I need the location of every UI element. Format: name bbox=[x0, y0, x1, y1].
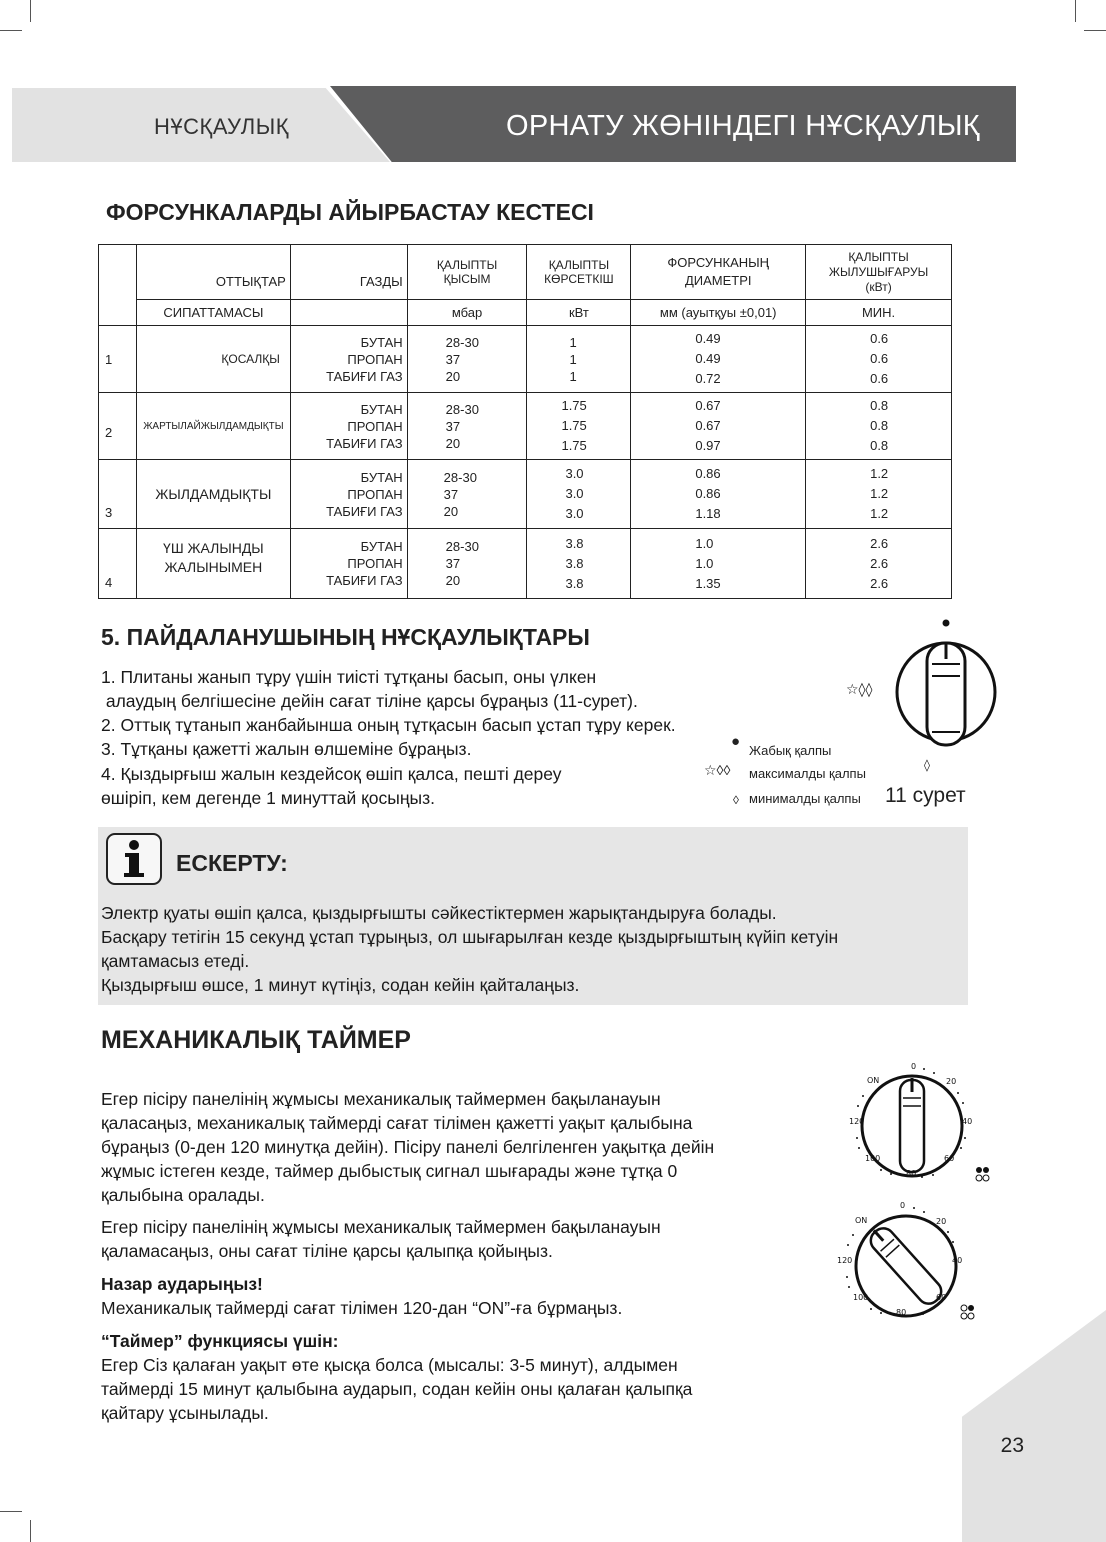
heat-value: 2.6 bbox=[870, 555, 889, 571]
power-value: 1.75 bbox=[561, 398, 587, 413]
burner-name: ҚОСАЛҚЫ bbox=[136, 326, 290, 393]
crop-mark bbox=[0, 30, 22, 31]
pressure-list bbox=[407, 529, 527, 599]
pressure-value: 20 bbox=[445, 573, 461, 588]
power-list bbox=[527, 393, 631, 460]
timer-para1-line: қалыбына оралады. bbox=[101, 1185, 265, 1205]
gas-type: БУТАН bbox=[360, 539, 403, 554]
instruction-line: алаудың белгішесіне дейін сағат тіліне қарсы бұраңыз (11-сурет). bbox=[101, 691, 638, 711]
dial-label-100: 100 bbox=[865, 1154, 881, 1163]
row-number: 1 bbox=[99, 326, 137, 393]
dial-label-on: ON bbox=[855, 1216, 868, 1225]
dial-label-120: 120 bbox=[849, 1117, 865, 1126]
dial-label-60: 60 bbox=[944, 1154, 955, 1163]
heat-value: 0.8 bbox=[870, 418, 889, 433]
pressure-list bbox=[407, 326, 527, 393]
dial-label-20: 20 bbox=[946, 1077, 957, 1086]
burner-name bbox=[136, 529, 290, 599]
diameter-value: 0.49 bbox=[695, 331, 721, 346]
dial-label-80: 80 bbox=[896, 1308, 907, 1317]
timer-para2-line: Егер пісіру панелінің жұмысы механикалық таймермен бақыланауын bbox=[101, 1217, 661, 1237]
timer-function-line: қайтару ұсынылады. bbox=[101, 1403, 269, 1423]
page-number: 23 bbox=[1000, 1434, 1024, 1457]
dial-label-60: 60 bbox=[936, 1293, 947, 1302]
subheader-diameter: мм (ауытқуы ±0,01) bbox=[631, 300, 806, 326]
pressure-value: 37 bbox=[445, 351, 461, 367]
burner-knob-figure bbox=[838, 612, 1008, 782]
info-glyph bbox=[108, 835, 160, 883]
power-value: 1 bbox=[569, 351, 577, 367]
pressure-value: 37 bbox=[443, 486, 459, 502]
header-diameter bbox=[631, 245, 806, 300]
header-burners: ОТТЫҚТАР bbox=[136, 245, 290, 300]
gas-type: ТАБИҒИ ГАЗ bbox=[326, 368, 403, 384]
header-power-line: ҚАЛЫПТЫ bbox=[548, 258, 610, 272]
table-header-row bbox=[99, 245, 952, 300]
diameter-value: 0.86 bbox=[695, 486, 721, 501]
gas-type: БУТАН bbox=[360, 334, 403, 350]
gas-list bbox=[290, 326, 407, 393]
power-value: 3.0 bbox=[565, 506, 584, 521]
dial-label-40: 40 bbox=[962, 1117, 973, 1126]
power-value: 3.0 bbox=[565, 486, 584, 501]
row-number: 2 bbox=[99, 393, 137, 460]
power-value: 3.8 bbox=[565, 575, 584, 591]
pressure-value: 28-30 bbox=[445, 401, 479, 417]
dial-label-40: 40 bbox=[952, 1256, 963, 1265]
diameter-list bbox=[631, 326, 806, 393]
diameter-list bbox=[631, 529, 806, 599]
diameter-value: 0.67 bbox=[695, 398, 721, 413]
diameter-value: 1.0 bbox=[695, 555, 714, 571]
timer-section-title: МЕХАНИКАЛЫҚ ТАЙМЕР bbox=[101, 1026, 411, 1054]
gas-type: ПРОПАН bbox=[347, 486, 403, 502]
note-title: Назар аударыңыз! bbox=[101, 1274, 263, 1294]
crop-mark bbox=[1075, 0, 1076, 22]
instruction-line: 2. Оттық тұтанып жанбайынша оның тұтқасын басып ұстап тұру керек. bbox=[101, 715, 676, 735]
pressure-value: 20 bbox=[443, 503, 459, 519]
warning-line: Қыздырғыш өшсе, 1 минут күтіңіз, содан кейін қайталаңыз. bbox=[101, 975, 580, 995]
heat-value: 0.6 bbox=[870, 351, 889, 366]
timer-function-line: таймерді 15 минут қалыбына аударып, содан кейін оны қалаған қалыпқа bbox=[101, 1379, 693, 1399]
table-row bbox=[99, 326, 952, 393]
diameter-value: 0.97 bbox=[695, 438, 721, 453]
pressure-list bbox=[407, 460, 527, 529]
diameter-value: 0.67 bbox=[695, 418, 721, 433]
gas-type: БУТАН bbox=[360, 401, 403, 417]
table-row bbox=[99, 529, 952, 599]
subheader-gas bbox=[290, 300, 407, 326]
header-heat-line: (кВт) bbox=[865, 279, 892, 294]
warning-title: ЕСКЕРТУ: bbox=[176, 850, 288, 876]
max-flame-icon: ☆◊◊ bbox=[846, 682, 873, 698]
table-title: ФОРСУНКАЛАРДЫ АЙЫРБАСТАУ КЕСТЕСІ bbox=[106, 199, 594, 225]
warning-line: Электр қуаты өшіп қалса, қыздырғышты сәйкестіктермен жарықтандыруға болады. bbox=[101, 903, 777, 923]
gas-type: ПРОПАН bbox=[347, 351, 403, 367]
note-text: Механикалық таймерді сағат тілімен 120-дан “ON”-ға бұрмаңыз. bbox=[101, 1298, 623, 1318]
row-number: 4 bbox=[99, 529, 137, 599]
table-row bbox=[99, 460, 952, 529]
heat-value: 0.8 bbox=[870, 398, 889, 413]
user-section-title: 5. ПАЙДАЛАНУШЫНЫҢ НҰСҚАУЛЫҚТАРЫ bbox=[101, 624, 590, 650]
figure-caption: 11 сурет bbox=[885, 784, 966, 807]
burner-name-line: ЖАЛЫНЫМЕН bbox=[164, 559, 263, 575]
pressure-value: 28-30 bbox=[445, 539, 479, 554]
timer-para1-line: Егер пісіру панелінің жұмысы механикалық таймермен бақыланауын bbox=[101, 1089, 661, 1109]
subheader-burners: СИПАТТАМАСЫ bbox=[136, 300, 290, 326]
heat-value: 2.6 bbox=[870, 575, 889, 591]
warning-line: қамтамасыз етеді. bbox=[101, 951, 250, 971]
header-right-label: ОРНАТУ ЖӨНІНДЕГІ НҰСҚАУЛЫҚ bbox=[505, 110, 980, 142]
closed-position-dot bbox=[943, 620, 950, 627]
min-flame-icon: ◊ bbox=[924, 758, 930, 772]
timer-para1-line: бұраңыз (0-ден 120 минутқа дейін). Пісіру панелі белгіленген уақытқа дейін bbox=[101, 1137, 715, 1157]
warning-line: Басқару тетігін 15 секунд ұстап тұрыңыз, ол шығарылған кезде қыздырғыштың күйіп кетуін bbox=[101, 927, 839, 947]
dial-label-0: 0 bbox=[911, 1062, 917, 1071]
power-value: 1 bbox=[569, 368, 577, 384]
instruction-line: 4. Қыздырғыш жалын кездейсоқ өшіп қалса, пешті дереу bbox=[101, 764, 562, 784]
legend-closed-dot: ● bbox=[731, 733, 741, 750]
injector-table bbox=[98, 244, 952, 599]
crop-mark bbox=[30, 1520, 31, 1542]
timer-dial-on bbox=[832, 1196, 1000, 1326]
subheader-heat: МИН. bbox=[806, 300, 952, 326]
instruction-line: өшіріп, кем дегенде 1 минуттай қосыңыз. bbox=[101, 788, 435, 808]
timer-para1-line: қаласаңыз, механикалық таймерді сағат тілімен қажетті уақыт қалыбына bbox=[101, 1113, 693, 1133]
row-number: 3 bbox=[99, 460, 137, 529]
diameter-list bbox=[631, 460, 806, 529]
instruction-line: 1. Плитаны жанып тұру үшін тиісті тұтқаны басып, оны үлкен bbox=[101, 667, 597, 687]
timer-para2-line: қаламасаңыз, оны сағат тіліне қарсы қалыпқа қойыңыз. bbox=[101, 1241, 553, 1261]
timer-function-title: “Таймер” функциясы үшін: bbox=[101, 1331, 339, 1351]
power-list bbox=[527, 460, 631, 529]
heat-value: 2.6 bbox=[870, 535, 889, 551]
power-value: 1 bbox=[569, 334, 577, 350]
crop-mark bbox=[0, 1511, 22, 1512]
heat-list bbox=[806, 460, 952, 529]
timer-function-line: Егер Сіз қалаған уақыт өте қысқа болса (мысалы: 3-5 минут), алдымен bbox=[101, 1355, 678, 1375]
burner-name: ЖАРТЫЛАЙЖЫЛДАМДЫҚТЫ bbox=[136, 393, 290, 460]
page-corner-decoration bbox=[962, 1310, 1106, 1542]
pressure-value: 20 bbox=[445, 368, 461, 384]
diameter-value: 0.49 bbox=[695, 351, 721, 366]
header-diameter-line: ДИАМЕТРІ bbox=[684, 273, 752, 288]
heat-value: 0.6 bbox=[870, 331, 889, 346]
gas-type: ПРОПАН bbox=[347, 418, 403, 434]
heat-value: 0.6 bbox=[870, 371, 889, 386]
gas-type: ТАБИҒИ ГАЗ bbox=[326, 573, 403, 588]
dial-label-0: 0 bbox=[900, 1201, 906, 1210]
legend-closed-label: Жабық қалпы bbox=[749, 743, 832, 758]
legend-max-label: максималды қалпы bbox=[749, 766, 866, 781]
pressure-value: 37 bbox=[445, 418, 461, 434]
dial-label-120: 120 bbox=[837, 1256, 853, 1265]
crop-mark bbox=[30, 0, 31, 22]
num-header-cell bbox=[99, 245, 137, 326]
header-heat-line: ҚАЛЫПТЫ bbox=[848, 249, 909, 264]
dial-label-on: ON bbox=[867, 1076, 880, 1085]
pressure-list bbox=[407, 393, 527, 460]
gas-list bbox=[290, 460, 407, 529]
gas-list bbox=[290, 529, 407, 599]
gas-type: ПРОПАН bbox=[347, 556, 403, 571]
pressure-value: 28-30 bbox=[445, 334, 479, 350]
dial-label-100: 100 bbox=[853, 1293, 869, 1302]
subheader-power: кВт bbox=[527, 300, 631, 326]
table-subheader-row bbox=[99, 300, 952, 326]
power-value: 3.0 bbox=[565, 466, 584, 481]
legend-max-icon: ☆◊◊ bbox=[704, 762, 731, 778]
power-value: 1.75 bbox=[561, 438, 587, 453]
diameter-list bbox=[631, 393, 806, 460]
heat-value: 1.2 bbox=[870, 466, 889, 481]
legend-min-label: минималды қалпы bbox=[749, 791, 861, 806]
timer-para1-line: жұмыс істеген кезде, таймер дыбыстық сигнал шығарады және тұтқа 0 bbox=[101, 1161, 678, 1181]
diameter-value: 1.0 bbox=[695, 535, 714, 551]
gas-type: ТАБИҒИ ГАЗ bbox=[326, 503, 403, 519]
instruction-line: 3. Тұтқаны қажетті жалын өлшеміне бұраңыз. bbox=[101, 739, 472, 759]
diameter-value: 1.35 bbox=[695, 575, 721, 591]
header-heat bbox=[806, 245, 952, 300]
gas-type: ТАБИҒИ ГАЗ bbox=[326, 435, 403, 451]
pressure-value: 20 bbox=[445, 435, 461, 451]
heat-value: 1.2 bbox=[870, 506, 889, 521]
power-value: 3.8 bbox=[565, 535, 584, 551]
heat-value: 1.2 bbox=[870, 486, 889, 501]
header-gas: ГАЗДЫ bbox=[290, 245, 407, 300]
dial-label-20: 20 bbox=[936, 1217, 947, 1226]
legend-min-icon: ◊ bbox=[733, 793, 739, 807]
power-list bbox=[527, 529, 631, 599]
header-left-label: НҰСҚАУЛЫҚ bbox=[154, 114, 290, 139]
header-power-line: КӨРСЕТКІШ bbox=[544, 272, 614, 286]
header-pressure bbox=[407, 245, 527, 300]
heat-value: 0.8 bbox=[870, 438, 889, 453]
gas-type: БУТАН bbox=[360, 469, 403, 485]
power-value: 3.8 bbox=[565, 555, 584, 571]
dial-label-80: 80 bbox=[906, 1169, 917, 1178]
header-power bbox=[527, 245, 631, 300]
heat-list bbox=[806, 529, 952, 599]
diameter-value: 1.18 bbox=[695, 506, 721, 521]
timer-dial-zero bbox=[840, 1058, 1000, 1188]
header-heat-line: ЖЫЛУШЫҒАРУЫ bbox=[828, 264, 929, 279]
power-list bbox=[527, 326, 631, 393]
header-diameter-line: ФОРСУНКАНЫҢ bbox=[667, 255, 770, 270]
heat-list bbox=[806, 393, 952, 460]
diameter-value: 0.72 bbox=[695, 371, 721, 386]
pressure-value: 37 bbox=[445, 556, 461, 571]
heat-list bbox=[806, 326, 952, 393]
crop-mark bbox=[1084, 30, 1106, 31]
table-row bbox=[99, 393, 952, 460]
info-icon bbox=[106, 833, 162, 885]
header-pressure-line: ҚАЛЫПТЫ bbox=[436, 258, 498, 272]
burner-name-line: ҮШ ЖАЛЫНДЫ bbox=[163, 540, 264, 556]
power-value: 1.75 bbox=[561, 418, 587, 433]
header-pressure-line: ҚЫСЫМ bbox=[443, 272, 491, 286]
burner-name: ЖЫЛДАМДЫҚТЫ bbox=[136, 460, 290, 529]
gas-list bbox=[290, 393, 407, 460]
subheader-pressure: мбар bbox=[407, 300, 527, 326]
pressure-value: 28-30 bbox=[443, 469, 477, 485]
diameter-value: 0.86 bbox=[695, 466, 721, 481]
